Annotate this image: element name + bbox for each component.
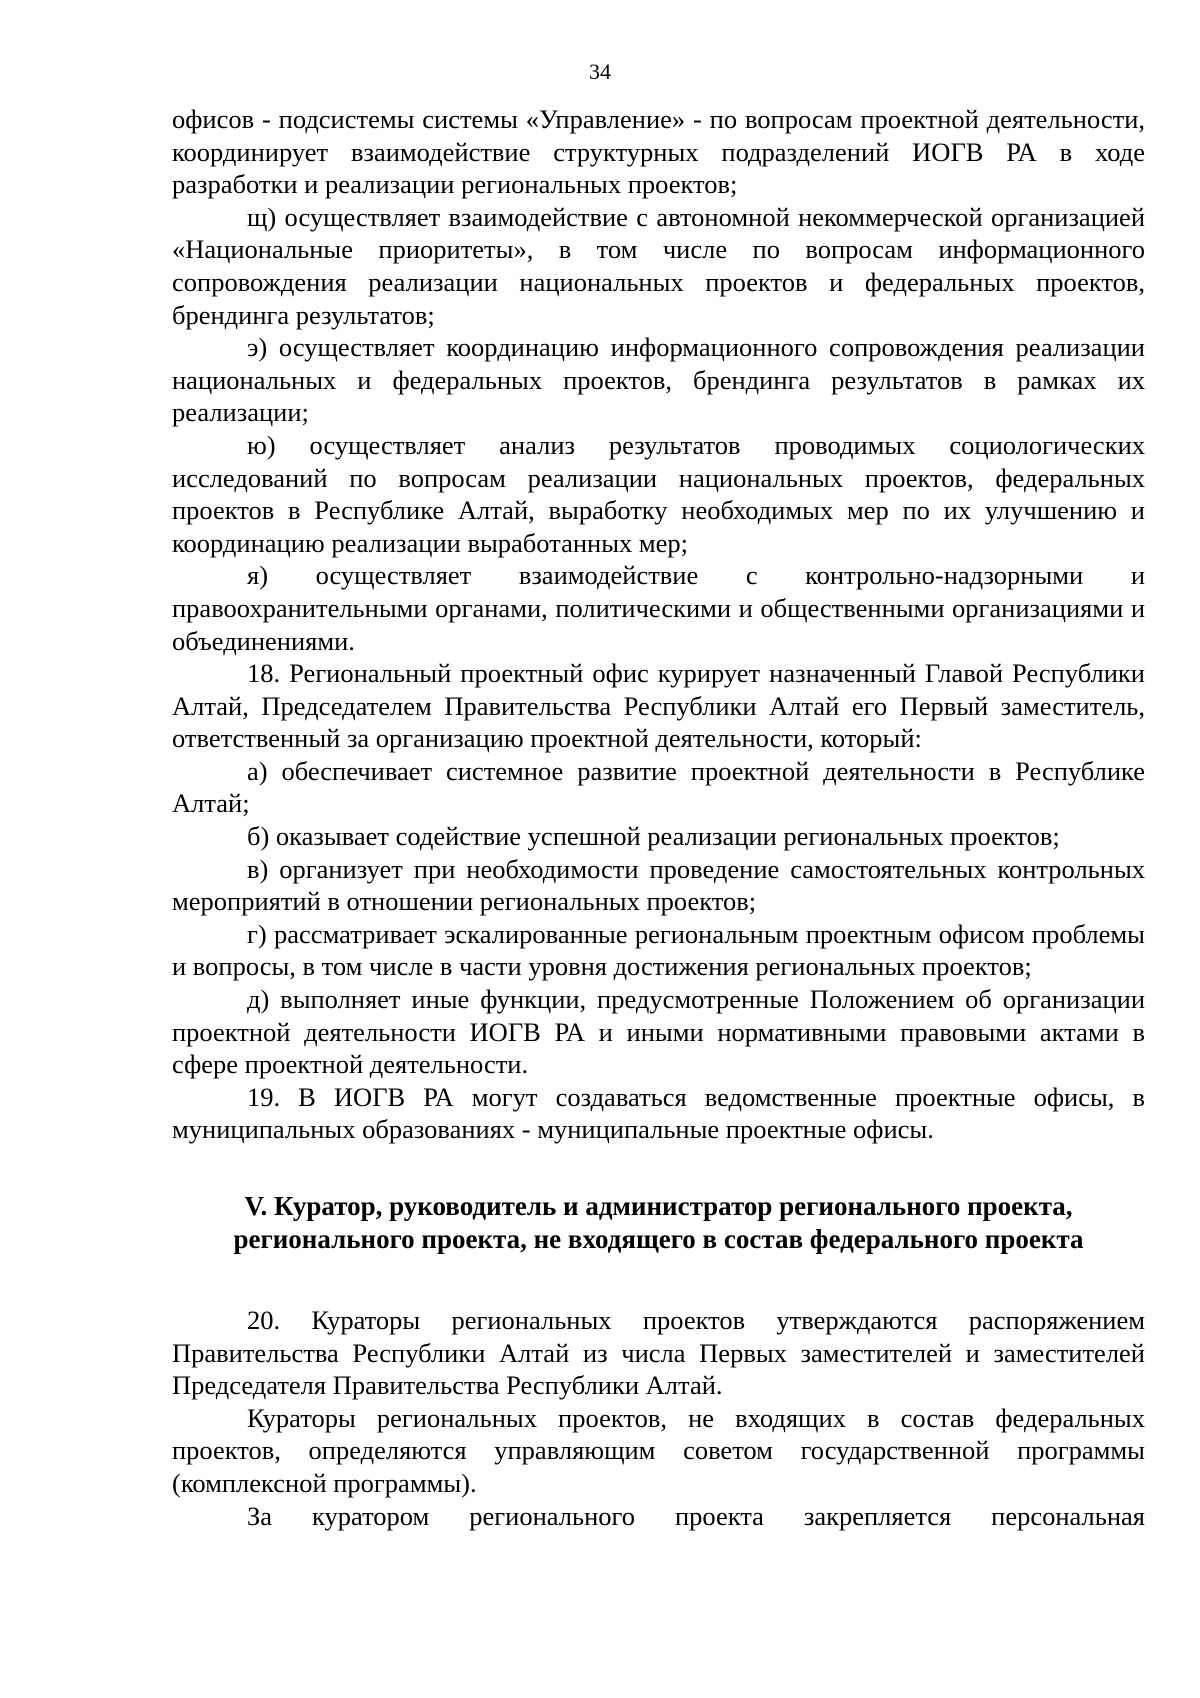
paragraph: Кураторы региональных проектов, не входящих в состав федеральных проектов, определяются управляющим советом государственной программы (комплексной программы). <box>172 1402 1145 1498</box>
paragraph: 20. Кураторы региональных проектов утверждаются распоряжением Правительства Республики Алтай из числа Первых заместителей и заместителей Председателя Правительства Республики Алтай. <box>172 1305 1145 1401</box>
paragraph: в) организует при необходимости проведение самостоятельных контрольных мероприятий в отношении региональных проектов; <box>172 853 1145 917</box>
paragraph: ю) осуществляет анализ результатов проводимых социологических исследований по вопросам реализации национальных проектов, федеральных проектов в Республике Алтай, выработку необходимых мер по их улучшению и координацию реализации выработанных мер; <box>172 429 1145 558</box>
section-heading-line: V. Куратор, руководитель и администратор регионального проекта, <box>244 1191 1073 1221</box>
paragraph: щ) осуществляет взаимодействие с автономной некоммерческой организацией «Национальные приоритеты», в том числе по вопросам информационного сопровождения реализации национальных проектов и федеральных проектов, брендинга результатов; <box>172 201 1145 330</box>
paragraph: б) оказывает содействие успешной реализации региональных проектов; <box>247 821 1060 852</box>
paragraphs-after-heading <box>172 1304 1145 1532</box>
paragraph: 18. Региональный проектный офис курирует назначенный Главой Республики Алтай, Председателем Правительства Республики Алтай его Первый заместитель, ответственный за организацию проектной деятельности, который: <box>172 658 1145 754</box>
paragraph: г) рассматривает эскалированные региональным проектным офисом проблемы и вопросы, в том числе в части уровня достижения региональных проектов; <box>172 918 1145 982</box>
paragraphs-before-heading <box>172 103 1145 1146</box>
paragraph: 19. В ИОГВ РА могут создаваться ведомственные проектные офисы, в муниципальных образованиях - муниципальные проектные офисы. <box>172 1081 1145 1145</box>
paragraph: офисов - подсистемы системы «Управление» - по вопросам проектной деятельности, координирует взаимодействие структурных подразделений ИОГВ РА в ходе разработки и реализации региональных проектов; <box>172 104 1145 200</box>
page-number: 34 <box>589 59 611 84</box>
paragraph: д) выполняет иные функции, предусмотренные Положением об организации проектной деятельности ИОГВ РА и иными нормативными правовыми актами в сфере проектной деятельности. <box>172 984 1145 1080</box>
paragraph: э) осуществляет координацию информационного сопровождения реализации национальных и федеральных проектов, брендинга результатов в рамках их реализации; <box>172 332 1145 428</box>
section-heading <box>172 1190 1145 1256</box>
document-body <box>172 103 1145 1532</box>
trailing-line: За куратором регионального проекта закрепляется персональная <box>247 1500 1145 1531</box>
paragraph: я) осуществляет взаимодействие с контрольно-надзорными и правоохранительными органами, политическими и общественными организациями и объединениями. <box>172 560 1145 656</box>
paragraph: а) обеспечивает системное развитие проектной деятельности в Республике Алтай; <box>172 755 1145 819</box>
section-heading-line: регионального проекта, не входящего в состав федерального проекта <box>233 1224 1084 1254</box>
